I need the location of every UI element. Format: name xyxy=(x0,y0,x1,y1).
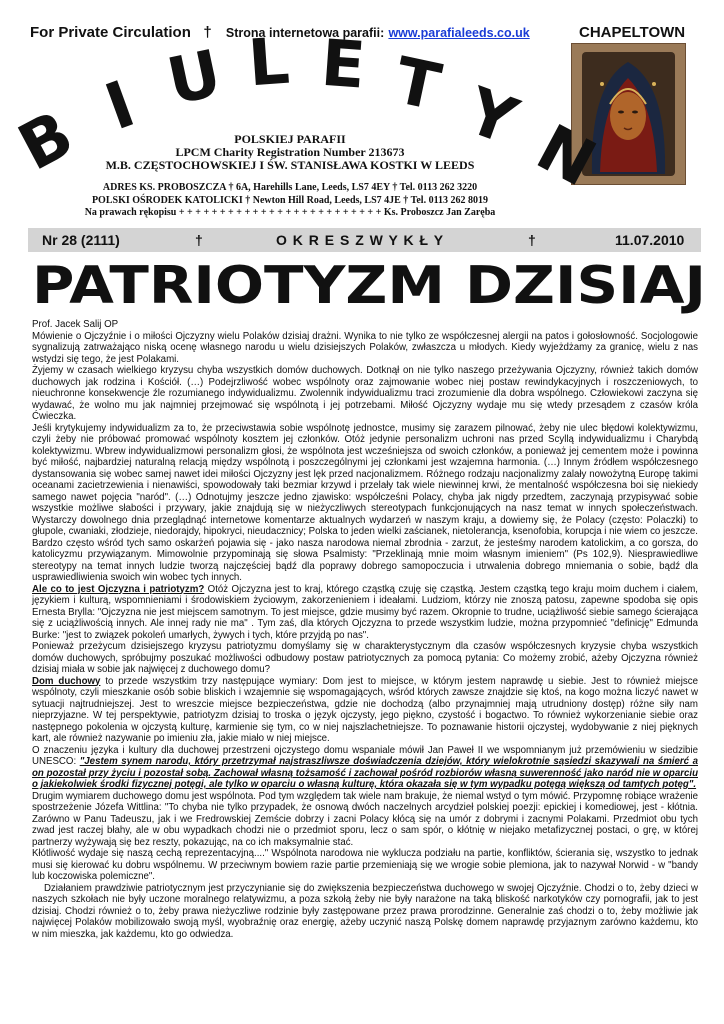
website-label: Strona internetowa parafii: xyxy=(225,26,385,40)
article-author: Prof. Jacek Salij OP xyxy=(32,319,119,330)
paragraph: Drugim wymiarem duchowego domu jest wspólnota. Pod tym względem tak wiele nam brakuje, że niemal wstyd o tym mówić. Przypomnę robiące wrażenie spostrzeżenie Józefa Wittlina: "To chyba nie tylko przypadek, że osnową dwóch naczelnych arcydzieł polskiej poezji: epickiej i komediowej, jest - kłótnia. Zarówno w Panu Tadeuszu, jak i we Fredrowskiej Zemście dobrzy i zacni Polacy kłócą się na umór z dobrymi i zacnymi Polakami. Przedmiot obu tych zwad jest raczej błahy, ale w obu wypadkach chodzi nie o przedmiot sporu, lecz o sam spór, o kłótnię w niejako metafizycznej postaci, o grę, w której partnerzy wyżywają się bez reszty, pokazując, na co ich maksymalnie stać. xyxy=(32,790,699,848)
banner-letter: L xyxy=(245,24,292,102)
parish-line: M.B. CZĘSTOCHOWSKIEJ I ŚW. STANISŁAWA KOSTKI W LEEDS xyxy=(105,158,475,172)
banner-letter: Y xyxy=(457,74,527,160)
circulation-label: For Private Circulation xyxy=(30,24,191,41)
paragraph xyxy=(32,745,698,791)
address-block xyxy=(30,182,550,220)
banner-letter: B xyxy=(7,97,86,186)
section-heading: Dom duchowy xyxy=(32,675,101,687)
paragraph xyxy=(32,676,698,745)
cross-mark: † xyxy=(528,232,536,248)
banner-letter: I xyxy=(96,67,145,146)
paragraph xyxy=(32,584,698,642)
article-headline xyxy=(30,253,710,315)
paragraph: Jeśli krytykujemy indywidualizm za to, że przeciwstawia sobie wspólnotę jednostce, musimy się zarazem pilnować, żeby nie ulec błędowi kolektywizmu, czyli żeby nie próbować promować wspólnoty kosztem jej członków. Otóż jedynie personalizm uchroni nas przed Scyllą indywidualizmu i Charybdą kolektywizmu. Wbrew indywidualizmowi personalizm głosi, że wspólnota jest wcześniejsza od swoich członków, a ponieważ jej cementem może i powinna być miłość, najbardziej naturalną relacją między wspólnotą i poszczególnymi jej członkami jest wzajemna harmonia. (…) Innym źródłem współczesnego dystansowania się wobec samej nawet idei miłości Ojczyzny jest lęk przed nacjonalizmem. Różnego rodzaju nacjonalizmy zalały nowożytną Europę takimi oceanami zacietrzewienia i nienawiści, spowodowały taki bezmiar krzywd i przelały tak wiele niewinnej krwi, że mentalność współczesna boi się niekiedy samego nawet pojęcia "naród". (…) Odnotujmy jeszcze jedno zjawisko: współcześni Polacy, chyba jak nigdy przedtem, zaczynają przypisywać sobie wszystkie możliwe słabości i przywary, jakie znajdują się w nieżyczliwych stereotypach funkcjonujących na nasz temat w innych społeczeństwach. Wystarczy dowolnego dnia przeglądnąć internetowe komentarze aktualnych wydarzeń w naszym kraju, a dowiemy się, że Polacy (często: Polaczki) to głupole, cwaniaki, złodzieje, niedorajdy, hipokryci, nieudacznicy; Polska to jeden wielki zaścianek, nietolerancja, ksenofobia, korupcja i nie wiem co jeszcze. Bardzo często wśród tych samo oskarżeń pojawia się - jako nasza narodowa niemal zbrodnia - zarzut, że jesteśmy narodem katolickim, a co gorsza, do katolicyzmu przywiązanym. Mimowolnie przypominają się słowa Psalmisty: "Przeklinają mnie moim własnym imieniem" (Ps 102,9). Niesprawiedliwe stereotypy na temat innych ludzie tworzą najczęściej bądź dla poprawy dobrego samopoczucia i utrwalenia dobrego mniemania o sobie, bądź dla usprawiedliwienia swoich win wobec tych innych. xyxy=(32,422,698,583)
header-top-line xyxy=(30,24,550,41)
paragraph: Ponieważ przeżycum dzisiejszego kryzysu patriotyzmu domyślamy się w charakterystycznym dla czasów współczesnych kryzysie chyba wszystkich domów duchowych, spróbujmy poszukać możliwości odbudowy postaw patriotycznych za pomocą pytania: Co możemy zrobić, ażeby Ojczyzna również dzisiaj miała w sobie jak najwięcej z duchowego domu? xyxy=(32,641,698,675)
section-heading: Ale co to jest Ojczyzna i patriotyzm? xyxy=(32,583,205,595)
address-line: Na prawach rękopisu + + + + + + + + + + + + + + + + + + + + + + + + + Ks. Proboszcz Jan Zaręba xyxy=(84,207,496,218)
cross-mark: † xyxy=(195,232,203,248)
banner-letter: T xyxy=(388,44,447,126)
parish-info xyxy=(60,133,520,172)
banner-letter: E xyxy=(318,26,368,104)
cross-mark: † xyxy=(203,24,212,41)
paragraph: Mówienie o Ojczyźnie i o miłości Ojczyzny wielu Polaków dzisiaj drażni. Wynika to nie tylko ze współczesnej alergii na patos i gołosłowność. Socjologowie sygnalizują zatrważająco niską ocenę własnego narodu u wielu dzisiejszych Polaków, zwłaszcza u młodych. Kiedy wyjeżdżamy za granicę, wielu z nas wstydzi się tego, że jest Polakami. xyxy=(32,330,698,365)
banner-letter: N xyxy=(524,111,607,202)
banner-letter: U xyxy=(161,36,228,121)
issue-bar xyxy=(28,228,701,252)
quote: "Jestem synem narodu, który przetrzymał najstraszliwsze doświadczenia dziejów, który wielokrotnie sąsiedzi skazywali na śmierć a on pozostał przy życiu i pozostał sobą. Zachował własną tożsamość i zachował pośród rozbiorów własną suwerenność jako naród nie w oparciu o jakiekolwiek środki fizycznej potęgi, ale tylko w oparciu o własną kulturę, która okazała się w tym wypadku potęgą większą od tamtych potęg". xyxy=(32,756,698,790)
issue-number: Nr 28 (2111) xyxy=(42,232,120,248)
parish-line: LPCM Charity Registration Number 213673 xyxy=(175,145,405,159)
liturgical-season: O K R E S Z W Y K Ł Y xyxy=(276,232,445,248)
paragraph: Żyjemy w czasach wielkiego kryzysu chyba wszystkich domów duchowych. Dotknął on nie tylko naszego przeżywania Ojczyzny, również takich domów duchowych jak rodzina i Kościół. (…) Podejrzliwość wobec wspólnoty oraz zajmowanie wobec niej postaw rewindykacyjnych i roszczeniowych, to nieuchronne konsekwencje źle rozumianego indywidualizmu. Zwolennik indywidualizmu traci zrozumienie dla dobra wspólnego. Człowiekowi zaczyna się wydawać, że wolno mu jak najmniej przejmować się wspólnotą i jej potrzebami. Miłość Ojczyzny wydaje mu się wtedy przesądem z czasów króla Ćwieczka. xyxy=(32,365,698,422)
paragraph: Działaniem prawdziwie patriotycznym jest przyczynianie się do zwiększenia bezpieczeństwa duchowego w swojej Ojczyźnie. Chodzi o to, żeby dzieci w naszych szkołach nie były uczone moralnego relatywizmu, a poza szkołą żeby nie były narażone na taką bliskość narkotyków czy pornografii, jak to jest dzisiaj. Chodzi również o to, żeby prawa nieżyczliwe rodzinie były zastępowane przez prawa prorodzinne. Generalnie zaś chodzi o to, żeby możliwie jak najwięcej Polaków mobilizowało swoją myśl, wyobraźnię oraz energię, ażeby uczynić naszą Polskę domem naprawdę przyjaznym zarówno każdemu, kto w nim mieszka, jak każdemu, kto go odwiedza. xyxy=(32,882,701,940)
website-link[interactable]: www.parafialeeds.co.uk xyxy=(388,26,530,40)
location-label: CHAPELTOWN xyxy=(579,24,686,41)
address-line: POLSKI OŚRODEK KATOLICKI † Newton Hill Road, Leeds, LS7 4JE † Tel. 0113 262 8019 xyxy=(91,194,489,206)
issue-date: 11.07.2010 xyxy=(615,232,685,248)
parish-line: POLSKIEJ PARAFII xyxy=(234,132,346,146)
headline-text: PATRIOTYZM DZISIAJ xyxy=(32,256,707,316)
paragraph-text: Otóż Ojczyzna jest to kraj, którego cząstką czuję się cząstką. Jestem cząstką tego kraju moim duchem i ciałem, językiem i kulturą, wspomnieniami i środowiskiem życiowym, zakorzenieniem i ideałami. Ludziom, którzy nie znoszą patosu, zapewne spodoba się opis Ernesta Brylla: "Ojczyzna nie jest miejscem samotnym. To jest miejsce, gdzie musimy być razem. Okropnie to trudne, uciążliwość siebie samego ścierająca się z uciążliwością innych. Ale innej rady nie ma" . Tym zaś, dla których Ojczyzna to przede wszystkim ludzie, można przypomnieć "definicję" Edmunda Burke: "jest to związek pokoleń umarłych, żywych i tych, które przyjdą po nas". xyxy=(32,583,698,641)
paragraph-text: to przede wszystkim trzy następujące wymiary: Dom jest to miejsce, w którym jestem naprawdę u siebie. Jest to również miejsce wspólnoty, czyli mieszkanie osób sobie bliskich i wzajemnie się wspomagających, wśród których zawsze znajdzie się ktoś, na kogo można liczyć nawet w sytuacji najtrudniejszej. Jest to wreszcie miejsce bezpieczeństwa, gdzie nie dochodzą (albo przynajmniej mają utrudniony dostęp) różne siły nam nieprzyjazne. W tej perspektywie, patriotyzm dzisiaj to troska o język ojczysty, jego piękno, czystość i bogactwo. To również wykorzenianie siebie oraz następnego pokolenia w ojczystą kulturę, karmienie się tym, co w niej najszlachetniejsze. To poznawanie historii ojczystej, wydobywanie z niej pięknych kart, ale również nazywanie po imieniu zła, jakie miało w niej miejsce. xyxy=(32,675,699,744)
paragraph-text: O znaczeniu języka i kultury dla duchowej przestrzeni ojczystego domu wspaniale mówił Jan Paweł II we wspomnianym już przemówieniu w siedzibie UNESCO: xyxy=(32,744,698,767)
paragraph: Kłótliwość wydaje się naszą cechą reprezentacyjną...." Wspólnota narodowa nie wyklucza podziału na partie, konfliktów, ścierania się, wszystko to jednak musi się kierować ku dobru wspólnemu. W przeciwnym bowiem razie partie przemieniają się we wrogie sobie plemiona, jak to nazywał Norwid - w "bandy lub koczowiska polemiczne". xyxy=(32,848,698,882)
address-line: ADRES KS. PROBOSZCZA † 6A, Harehills Lane, Leeds, LS7 4EY † Tel. 0113 262 3220 xyxy=(102,182,478,193)
article-body xyxy=(32,319,701,940)
